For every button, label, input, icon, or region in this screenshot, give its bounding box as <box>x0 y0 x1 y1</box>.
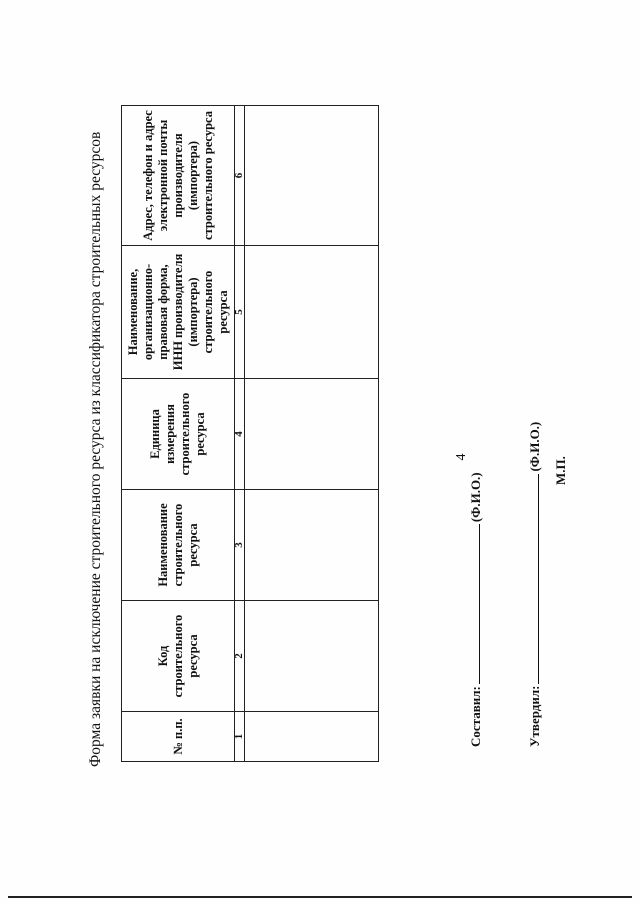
approved-label: Утвердил: <box>527 685 542 747</box>
approved-signature <box>527 422 543 747</box>
column-number-row <box>235 106 245 762</box>
header-resource-code: Код строительного ресурса <box>122 601 235 712</box>
column-number: 1 <box>235 712 245 762</box>
page-number: 4 <box>454 453 469 461</box>
column-number: 2 <box>235 601 245 712</box>
header-number: № п.п. <box>122 712 235 762</box>
compiled-fio: (Ф.И.О.) <box>468 472 483 523</box>
compiled-signature-line <box>479 524 480 684</box>
header-unit: Единица измерения строительного ресурса <box>122 379 235 490</box>
request-table <box>121 105 379 762</box>
form-title: Форма заявки на исключение строительного ресурса из классификатора строительных ресурсов <box>87 131 104 767</box>
stamp-placeholder: М.П. <box>553 456 568 485</box>
table-cell <box>245 601 379 712</box>
header-resource-name: Наименование строительного ресурса <box>122 490 235 601</box>
approved-fio: (Ф.И.О.) <box>527 421 542 472</box>
table-cell <box>245 379 379 490</box>
table-cell <box>245 106 379 246</box>
table-cell <box>245 712 379 762</box>
compiled-label: Составил: <box>468 686 483 747</box>
compiled-signature <box>468 472 484 747</box>
header-address: Адрес, телефон и адрес электронной почты производителя (импортера) строительного ресурса <box>122 106 235 246</box>
table-header-row <box>122 106 235 762</box>
table-cell <box>245 490 379 601</box>
column-number: 4 <box>235 379 245 490</box>
table-row <box>245 106 379 762</box>
header-manufacturer: Наименование, организационно-правовая форма, ИНН производителя (импортера) строительного ресурса <box>122 246 235 379</box>
column-number: 6 <box>235 106 245 246</box>
approved-signature-line <box>538 474 539 684</box>
table-cell <box>245 246 379 379</box>
column-number: 3 <box>235 490 245 601</box>
column-number: 5 <box>235 246 245 379</box>
